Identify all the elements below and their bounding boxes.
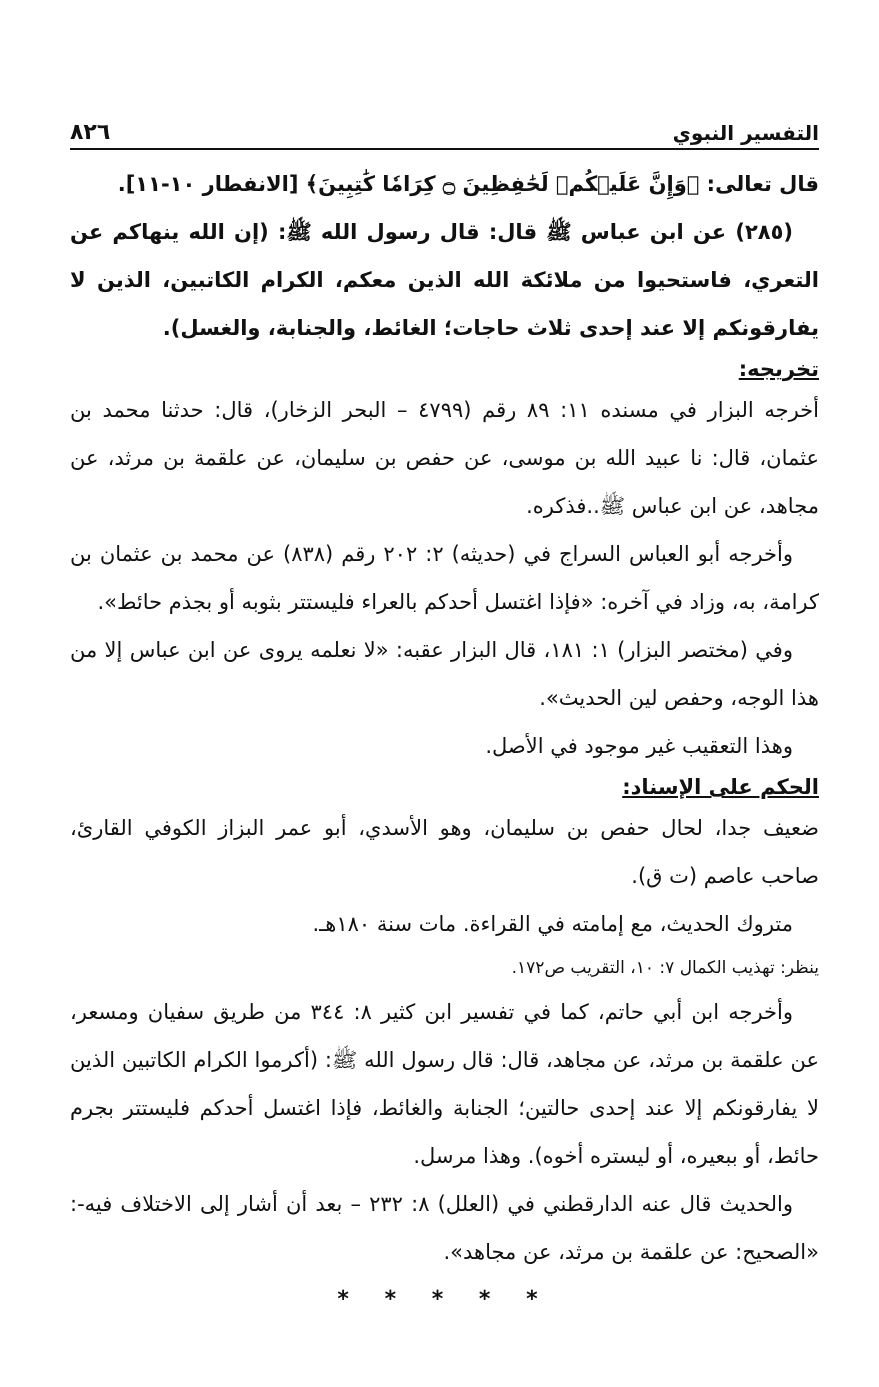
section-separator: * * * * * [337,1287,552,1312]
hukm-heading: الحكم على الإسناد: [622,775,819,799]
hukm-paragraph-3: وأخرجه ابن أبي حاتم، كما في تفسير ابن كثير ٨: ٣٤٤ من طريق سفيان ومسعر، عن علقمة بن مرثد، عن مجاهد، قال: قال رسول الله ﷺ: (أكرموا الكرام الكاتبين الذين لا يفارقونكم إلا عند إحدى حالتين؛ الجنابة والغائط، فإذا اغتسل أحدكم فليستتر بجرم حائط، أو ببعيره، أو ليستره أخوه). وهذا مرسل. [70,1000,819,1168]
hadith-text: (٢٨٥) عن ابن عباس ﷺ قال: قال رسول الله ﷺ: (إن الله ينهاكم عن التعري، فاستحيوا من ملائكة الله الذين معكم، الكرام الكاتبين، الذين لا يفارقونكم إلا عند إحدى ثلاث حاجات؛ الغائط، والجنابة، والغسل). [70,220,819,340]
quran-verse: قال تعالى: ﴿وَإِنَّ عَلَيۡكُمۡ لَحَٰفِظِينَ ۝ كِرَامٗا كَٰتِبِينَ﴾ [الانفطار ١٠-١١]. [117,172,819,196]
page-body [70,160,819,1324]
page-number: ٨٢٦ [70,120,111,145]
takhrij-paragraph-1: أخرجه البزار في مسنده ١١: ٨٩ رقم (٤٧٩٩ – البحر الزخار)، قال: حدثنا محمد بن عثمان، قال: نا عبيد الله بن موسى، عن حفص بن سليمان، عن علقمة بن مرثد، عن مجاهد، عن ابن عباس ﷺ..فذكره. [70,398,819,518]
hukm-paragraph-1: ضعيف جدا، لحال حفص بن سليمان، وهو الأسدي، أبو عمر البزاز الكوفي القارئ، صاحب عاصم (ت ق). [70,816,819,888]
hukm-paragraph-2: متروك الحديث، مع إمامته في القراءة. مات سنة ١٨٠هـ. [312,912,793,936]
takhrij-paragraph-4: وهذا التعقيب غير موجود في الأصل. [485,734,793,758]
hukm-paragraph-4: والحديث قال عنه الدارقطني في (العلل) ٨: ٢٣٢ – بعد أن أشار إلى الاختلاف فيه-: «الصحيح: عن علقمة بن مرثد، عن مجاهد». [70,1192,819,1264]
takhrij-paragraph-2: وأخرجه أبو العباس السراج في (حديثه) ٢: ٢٠٢ رقم (٨٣٨) عن محمد بن عثمان بن كرامة، به، وزاد في آخره: «فإذا اغتسل أحدكم بالعراء فليستتر بثوبه أو بجذم حائط». [70,542,819,614]
takhrij-heading: تخريجه: [738,357,819,381]
takhrij-paragraph-3: وفي (مختصر البزار) ١: ١٨١، قال البزار عقبه: «لا نعلمه يروى عن ابن عباس إلا من هذا الوجه، وحفص لين الحديث». [70,638,819,710]
hukm-reference: ينظر: تهذيب الكمال ٧: ١٠، التقريب ص١٧٢. [511,958,819,978]
running-title: التفسير النبوي [672,121,819,145]
page-header [70,112,819,150]
